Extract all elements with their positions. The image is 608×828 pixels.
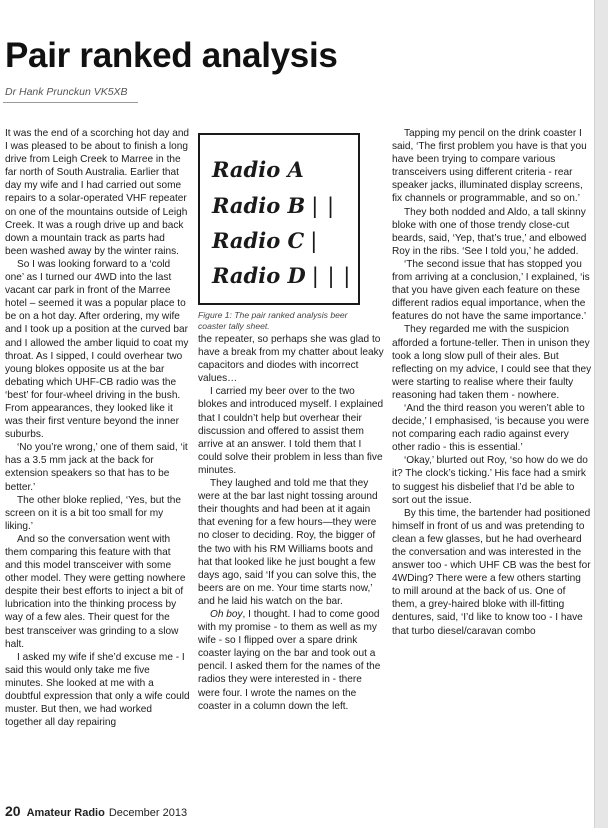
radio-label: Radio B [212,193,306,218]
byline-divider [3,102,138,103]
paragraph: They laughed and told me that they were at the bar last night tossing around their thoughts and had been at it again that evening for a few hours—they were no closer to deciding. Roy, the bigger of the two with his RM Williams boots and hat that looked like he just bought a few days ago, said ‘If you can solve this, the beers are on me. Your time starts now,’ and he laid his watch on the bar. [198,478,378,607]
coaster-line-radio-a [212,157,310,182]
paragraph: It was the end of a scorching hot day and I was pleased to be about to finish a long drive from Leigh Creek to Marree in the far north of South Australia. Earlier that day my wife and I had carried out some repairs to a solar-operated VHF repeater on one of the mountains outside of Leigh Creek. It was a rough drive up and back down a mountain track as parts had been washed away by the winter rains. [5,128,190,257]
radio-label: Radio D [212,263,306,288]
radio-label: Radio A [212,157,304,182]
paragraph: By this time, the bartender had positioned himself in front of us and was pretending to clean a few glasses, but he had overheard the conversation and was interested in the answer too - which UHF CB was the best for 4WDing? There were a few others starting to mill around at the back of us. One of them, a grey-haired bloke with ill-fitting dentures, said, ‘I’d like to know too - I have that turbo diesel/caravan combo [392,507,591,637]
paragraph: I carried my beer over to the two blokes and introduced myself. I explained that I couldn’t help but overhear their discussion and offered to assist them arrive at an answer. I told them that I could solve their problem in less than five minutes. [198,386,384,476]
page-edge-strip [594,0,608,828]
paragraph: So I was looking forward to a ‘cold one’ as I turned our 4WD into the last vacant car park in front of the Marree hotel – seemed it was a popular place to be on a hot day. After ordering, my wife and I took up a position at the curved bar and I allowed the amber liquid to coat my throat. As I sipped, I could overhear two young blokes opposite us at the bar debating which UHF-CB radio was the ‘best’ for four-wheel driving in the bush. From appearances, they looked like it was their first venture beyond the inner suburbs. [5,258,189,441]
beer-coaster-figure [198,133,360,305]
paragraph: The other bloke replied, ‘Yes, but the screen on it is a bit too small for my liking.’ [5,494,182,532]
issue-date: December 2013 [108,807,188,819]
paragraph: ‘No you’re wrong,’ one of them said, ‘it has a 3.5 mm jack at the back for extension speakers so that has to be better.’ [5,442,188,493]
coaster-line-radio-b [212,193,335,218]
radio-label: Radio C [212,228,305,253]
paragraph: ‘Okay,’ blurted out Roy, ‘so how do we do it? The clock’s ticking.’ His face had a smirk to suggest his disbelief that I’d be able to sort out the issue. [392,455,588,506]
text-column-3 [392,127,592,638]
coaster-line-radio-d [212,263,351,288]
paragraph: They both nodded and Aldo, a tall skinny bloke with one of those trendy close-cut beards, said, ‘Yep, that’s true,’ and elbowed Roy in the ribs. ‘See I told you,’ he added. [392,206,587,257]
paragraph: I asked my wife if she’d excuse me - I said this would only take me five minutes. She looked at me with a doubtful expression that only a wife could muster. But then, we had worked together all day repairing [5,651,190,729]
paragraph: They regarded me with the suspicion afforded a fortune-teller. Then in unison they took a long slow pull of their ales. But reflecting on my advice, I could see that they were starting to realise where their faulty reasoning had taken them - nowhere. [392,324,592,401]
tally-marks: | | [311,194,336,218]
magazine-name: Amateur Radio [26,807,105,819]
paragraph-text: , I thought. I had to come good with my promise - to them as well as my wife - so I flipped over a spare drink coaster laying on the bar and took out a pencil. I asked them for the names of the radios they were interested in - there were four. I wrote the names on the coaster in a column down the left. [198,608,381,712]
paragraph: ‘The second issue that has stopped you from arriving at a conclusion,’ I explained, ‘is that you have given each feature on these different radios equal importance, when the features do not have the same importance.’ [392,258,590,323]
paragraph [198,608,384,713]
coaster-line-radio-c [212,228,318,253]
emphasis-text: Oh boy [210,608,243,620]
figure-caption: Figure 1: The pair ranked analysis beer coaster tally sheet. [198,310,348,331]
paragraph: the repeater, so perhaps she was glad to have a break from my chatter about leaky capacitors and diodes with incorrect values… [198,334,384,385]
paragraph: ‘And the third reason you weren’t able to decide,’ I emphasised, ‘is because you were not comparing each radio against every other radio - this is essential.’ [392,402,590,454]
paragraph: Tapping my pencil on the drink coaster I said, ‘The first problem you have is that you have been trying to compare various transceivers using different criteria - rear speaker jacks, illuminated display screens, fix channels or programmable, and so on.’ [392,128,587,205]
tally-marks: | | | [311,264,352,288]
article-title: Pair ranked analysis [5,36,338,75]
page-number: 20 [5,803,21,819]
text-column-1 [5,127,190,729]
text-column-2 [198,333,384,713]
article-byline: Dr Hank Prunckun VK5XB [5,86,128,98]
tally-marks: | [310,229,319,253]
page-footer [5,803,187,819]
paragraph: And so the conversation went with them comparing this feature with that and this model transceiver with some other model. They were getting nowhere despite their best efforts to inject a bit of lubrication into the thinking process by way of a few ales. Their quest for the best transceiver was grinding to a slow halt. [5,533,186,650]
